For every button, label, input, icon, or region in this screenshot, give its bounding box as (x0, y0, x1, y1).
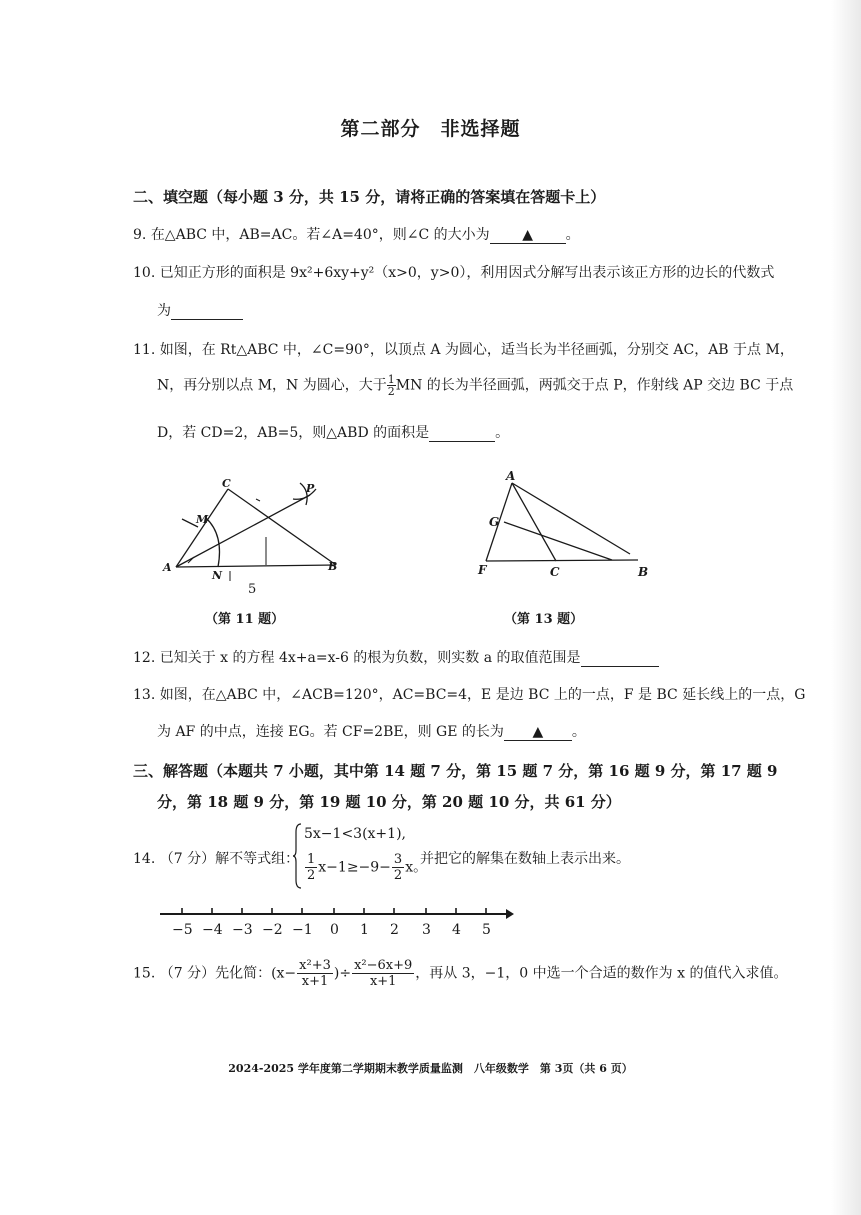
q15-number: 15. (133, 965, 156, 982)
fig11-segment-ac (176, 489, 228, 567)
fig13-label-c: C (550, 565, 560, 579)
q14-prefix-text: （7 分）解不等式组： (159, 851, 300, 867)
q15-fraction-1: $\frac{\text{x²+3}}{x+1}$ (299, 958, 331, 989)
triangle-mark-icon: ▲ (532, 724, 544, 740)
section-2-heading: 二、填空题（每小题 3 分，共 15 分，请将正确的答案填在答题卡上） (133, 188, 606, 206)
q13-text-1: 如图，在△ABC 中，∠ACB=120°，AC=BC=4，E 是边 BC 上的一点，F 是 BC 延长线上的一点，G (159, 687, 806, 703)
q14-inequality-2: $\frac{1}{2}$ x−1≥−9− $\frac{3}{2}$ x。 (307, 852, 428, 883)
fig11-label-n: N (212, 569, 223, 582)
section-3-heading-line1: 三、解答题（本题共 7 小题，其中第 14 题 7 分，第 15 题 7 分，第 16 题 9 分，第 17 题 9 (133, 762, 778, 780)
question-9 (133, 224, 580, 244)
fig13-label-f: F (478, 563, 487, 577)
q14-number-line (158, 902, 518, 922)
q12-answer-blank[interactable] (581, 650, 659, 667)
axis-tick-label: −5 (172, 922, 193, 938)
q11-half-fraction: $\frac{1}{2}$ (387, 373, 395, 398)
question-13-line1 (133, 684, 805, 704)
fig11-label-m: M (196, 513, 209, 526)
q10-text-2: 为 (157, 303, 171, 319)
q14-left-brace-icon (293, 822, 303, 890)
fig11-label-b: B (328, 560, 338, 573)
fig11-handwritten-5: 5 (248, 582, 257, 597)
q14-axis-labels (0, 922, 861, 942)
axis-tick-label: −4 (202, 922, 223, 938)
fig11-segment-ab (176, 565, 336, 567)
question-14-prefix (133, 848, 299, 868)
q9-text: 在△ABC 中，AB=AC。若∠A=40°，则∠C 的大小为 (150, 227, 490, 243)
q13-answer-blank[interactable] (504, 724, 572, 741)
q14-number: 14. (133, 851, 156, 867)
question-15: 15. （7 分）先化简：(x− $\frac{\text{x²+3}}{x+1}$ )÷ $\frac{\text{x²−6x+9}}{x+1}$ ，再从 3，−1，0 中选一个合适的数作为 x 的值代入求值。 (133, 958, 788, 989)
figure-13-caption: （第 13 题） (504, 612, 584, 627)
fig11-segment-cb (228, 489, 336, 565)
question-13-line2 (157, 721, 586, 741)
q13-text-2: 为 AF 的中点，连接 EG。若 CF=2BE，则 GE 的长为 (157, 724, 504, 740)
question-11-line1 (133, 339, 794, 359)
q12-text: 已知关于 x 的方程 4x+a=x-6 的根为负数，则实数 a 的取值范围是 (159, 650, 581, 666)
q13-number: 13. (133, 687, 156, 703)
q10-number: 10. (133, 265, 156, 281)
q11-number: 11. (133, 342, 156, 358)
number-line-arrow-icon (506, 909, 514, 919)
fig11-label-c: C (222, 477, 231, 490)
q12-number: 12. (133, 650, 156, 666)
fig13-segment-ac (512, 483, 556, 561)
q10-text: 已知正方形的面积是 9x²+6xy+y²（x>0，y>0），利用因式分解写出表示该正方形的边长的代数式 (159, 265, 775, 281)
question-10-line1 (133, 262, 774, 282)
q13-end: 。 (571, 724, 586, 740)
fig13-label-a: A (506, 469, 516, 483)
axis-tick-label: −3 (232, 922, 253, 938)
fig13-label-b: B (638, 565, 649, 579)
figure-11-caption: （第 11 题） (205, 612, 285, 627)
section-3-heading-line2: 分，第 18 题 9 分，第 19 题 10 分，第 20 题 10 分，共 61 分） (157, 793, 621, 811)
q15-suffix: ，再从 3，−1，0 中选一个合适的数作为 x 的值代入求值。 (415, 965, 788, 982)
question-11-line2 (157, 374, 793, 397)
axis-tick-label: 2 (390, 922, 399, 938)
question-12 (133, 647, 659, 667)
figure-11-diagram (160, 475, 360, 600)
page-title: 第二部分 非选择题 (340, 118, 521, 140)
fig11-label-a: A (163, 561, 172, 574)
q9-end: 。 (565, 227, 580, 243)
q9-answer-blank[interactable] (490, 227, 566, 244)
axis-tick-label: 1 (360, 922, 369, 938)
fig11-label-p: P (306, 482, 315, 495)
q14-inequality-1: 5x−1<3(x+1), (304, 826, 406, 842)
axis-tick-label: 5 (482, 922, 491, 938)
fig11-ray-ap (176, 495, 310, 567)
figure-13-diagram (472, 468, 662, 588)
q11-end: 。 (495, 425, 510, 441)
q11-answer-blank[interactable] (429, 425, 495, 442)
q11-text-1: 如图，在 Rt△ABC 中，∠C=90°，以顶点 A 为圆心，适当长为半径画弧，分别交 AC，AB 于点 M， (159, 342, 794, 358)
q15-fraction-2: $\frac{\text{x²−6x+9}}{x+1}$ (354, 958, 413, 989)
fig13-label-g: G (489, 515, 500, 529)
page-footer: 2024-2025 学年度第二学期期末教学质量监测 八年级数学 第 3页（共 6 页） (228, 1062, 633, 1075)
fig13-segment-ge (504, 522, 612, 560)
fig13-line-fb (486, 560, 638, 561)
q9-number: 9. (133, 227, 147, 243)
q10-answer-blank[interactable] (171, 303, 243, 320)
axis-tick-label: 3 (422, 922, 431, 938)
q14-suffix: 并把它的解集在数轴上表示出来。 (420, 851, 630, 867)
axis-tick-label: −2 (262, 922, 283, 938)
q11-text-2b: MN 的长为半径画弧，两弧交于点 P，作射线 AP 交边 BC 于点 (395, 377, 794, 394)
question-10-line2 (157, 300, 243, 320)
page-edge-shadow (831, 0, 861, 1215)
q11-text-3: D，若 CD=2，AB=5，则△ABD 的面积是 (157, 425, 430, 441)
axis-tick-label: 4 (452, 922, 461, 938)
fig13-segment-ab (512, 483, 630, 554)
q11-text-2a: N，再分别以点 M，N 为圆心，大于 (157, 377, 387, 394)
q15-prefix: （7 分）先化简： (159, 965, 272, 982)
question-11-line3 (157, 422, 509, 442)
axis-tick-label: −1 (292, 922, 313, 938)
triangle-mark-icon: ▲ (522, 227, 534, 243)
axis-tick-label: 0 (330, 922, 339, 938)
